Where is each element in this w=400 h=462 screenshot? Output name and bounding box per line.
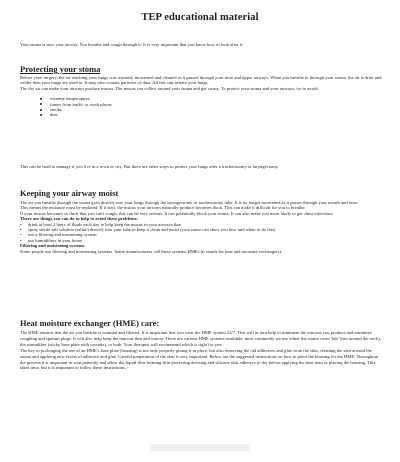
moist-heading: Keeping your airway moist xyxy=(20,188,119,198)
bullet-icon: • xyxy=(20,227,22,233)
avoid-list xyxy=(20,96,382,118)
avoid-item: extreme temperatures xyxy=(20,96,382,101)
tip-item: • spray sterile salt solution (saline) directly into your tube to keep it clean and moist (your nurse can show you how and when to do this) xyxy=(20,227,276,233)
hme-heading: Heat moisture exchanger (HME) care: xyxy=(20,318,160,328)
tip-item: • use a filtering and moistening system xyxy=(20,232,97,238)
tip-item: • use humidifiers in your home xyxy=(20,237,83,243)
protecting-heading: Protecting your stoma xyxy=(20,64,101,74)
page-title: TEP educational material xyxy=(141,12,259,23)
intro-paragraph: Your stoma is now your airway. You breathe and cough through it. It is very important that you know how to look after it. xyxy=(20,42,244,47)
moist-paragraph-1: The air you breathe through the stoma goes directly into your lungs through the laryngectomy or tracheostomy tube. It is no longer moistened as it passes through your mouth and nose. xyxy=(20,200,359,205)
hme-section xyxy=(20,330,382,371)
moist-section xyxy=(20,200,382,254)
filtering-paragraph: Some people use filtering and moistening systems. Some manufacturers call these systems HMEs (it stands for heat and moisture exchangers). xyxy=(20,248,283,254)
hme-paragraph-1: The HME ensures that the air you breathe is warmed and filtered. It is important that you wear the HME system 24/7. This will in turn help to minimize the mucous you produce and minimize coughing and sputum plugs. It will also help keep the mucous thin and watery. There are various HME systems available; most commonly we use either the stoma cover 'bib' (ties around the neck), the stomafilter (sticky base plate with cassette), or both. Your therapist will recommend which is right for you. xyxy=(20,330,381,347)
hme-paragraph-2: The key to prolonging the use of an HME's base plate (housing) is not only properly gluing it in place, but also removing the old adhesives and glue from the skin, cleaning the area around the stoma and applying new layers of adhesive and glue. Careful preparation of the skin is very important. Below are the suggested instructions on how to place the housing for the HME. Throughout the process it is important to wait patiently and allow the liquid film-forming skin protecting dressing and silicone skin adhesive to dry before applying the next item or placing the housing. This takes time, but it is important to follow these instructions.,- xyxy=(20,347,379,371)
protecting-paragraph-3: This can be hard to manage if you live in a town or city. But there are other ways to protect your lungs after a tracheostomy or laryngectomy. xyxy=(20,164,279,169)
footer-placeholder xyxy=(150,444,250,451)
protecting-paragraph-1: Before your surgery, the air reaching your lungs was warmed, moistened and cleaned as it passed through your nose and upper airways. When you breathe in through your stoma, the air is drier and colder than your lungs are used to. It may also contain particles of dust. All this can irritate your lungs. xyxy=(20,75,382,86)
bullet-icon: • xyxy=(20,221,22,227)
avoid-item: dust xyxy=(20,112,382,117)
avoid-item: smoke xyxy=(20,107,382,112)
bullet-icon: • xyxy=(20,237,22,243)
tip-item: • drink at least 2 liters of fluids each day to help keep the mucus in your airways thin xyxy=(20,221,181,227)
protecting-paragraph-2: The dry air can make your airways produce mucus. The mucus can collect around your stoma and get crusty. To protect your stoma and your airways, try to avoid: xyxy=(20,85,319,91)
moist-paragraph-2: This means the moisture must be replaced. If it isn't, the mucus your airways naturally produce becomes thick. This can make it difficult for you to breathe. xyxy=(20,205,306,211)
moist-paragraph-3: If your mucus becomes so thick that you can't cough, this can be very serious. It can potentially block your stoma. It can also make you more likely to get chest infections. xyxy=(20,210,334,216)
tips-heading: There are things you can do to help to avoid these problems: xyxy=(20,216,139,222)
avoid-item: fumes from traffic or work places xyxy=(20,102,382,107)
bullet-icon: • xyxy=(20,232,22,238)
tips-list xyxy=(20,222,382,244)
filtering-heading: Filtering and moistening systems xyxy=(20,243,85,249)
protecting-section xyxy=(20,75,382,118)
